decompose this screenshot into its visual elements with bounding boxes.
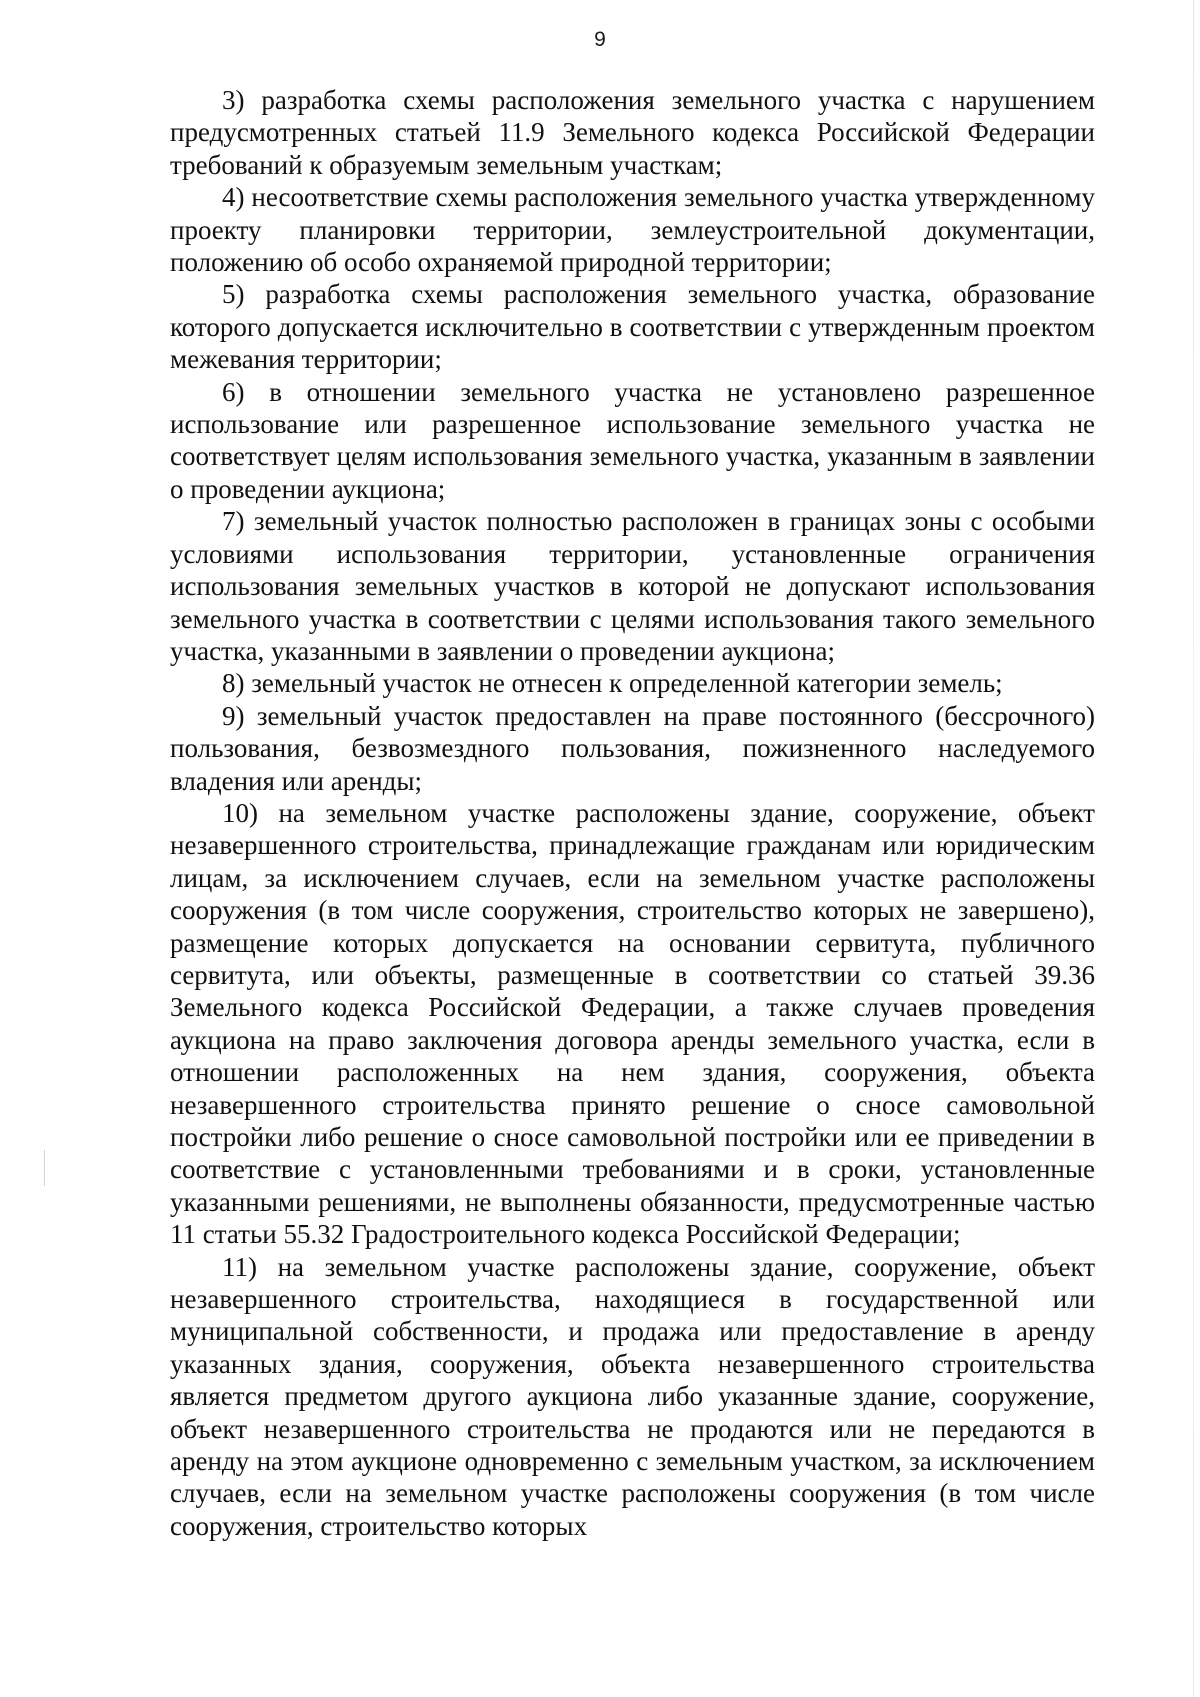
paragraph-item-11: 11) на земельном участке расположены здание, сооружение, объект незавершенного строительства, находящиеся в государственной или муниципальной собственности, и продажа или предоставление в аренду указанных здания, сооружения, объекта незавершенного строительства является предметом другого аукциона либо указанные здание, сооружение, объект незавершенного строительства не продаются или не передаются в аренду на этом аукционе одновременно с земельным участком, за исключением случаев, если на земельном участке расположены сооружения (в том числе сооружения, строительство которых — [170, 1251, 1095, 1541]
margin-mark — [44, 1150, 45, 1186]
paragraph-item-9: 9) земельный участок предоставлен на праве постоянного (бессрочного) пользования, безвозмездного пользования, пожизненного наследуемого владения или аренды; — [170, 700, 1095, 796]
paragraph-item-4: 4) несоответствие схемы расположения земельного участка утвержденному проекту планировки территории, землеустроительной документации, положению об особо охраняемой природной территории; — [170, 182, 1095, 278]
paragraph-item-10: 10) на земельном участке расположены здание, сооружение, объект незавершенного строительства, принадлежащие гражданам или юридическим лицам, за исключением случаев, если на земельном участке расположены сооружения (в том числе сооружения, строительство которых не завершено), размещение которых допускается на основании сервитута, публичного сервитута, или объекты, размещенные в соответствии со статьей 39.36 Земельного кодекса Российской Федерации, а также случаев проведения аукциона на право заключения договора аренды земельного участка, если в отношении расположенных на нем здания, сооружения, объекта незавершенного строительства принято решение о сносе самовольной постройки либо решение о сносе самовольной постройки или ее приведении в соответствие с установленными требованиями и в сроки, установленные указанными решениями, не выполнены обязанности, предусмотренные частью 11 статьи 55.32 Градостроительного кодекса Российской Федерации; — [170, 797, 1095, 1250]
paragraph-item-7: 7) земельный участок полностью расположен в границах зоны с особыми условиями использования территории, установленные ограничения использования земельных участков в которой не допускают использования земельного участка в соответствии с целями использования такого земельного участка, указанными в заявлении о проведении аукциона; — [170, 506, 1095, 666]
paragraph-item-3: 3) разработка схемы расположения земельного участка с нарушением предусмотренных статьей 11.9 Земельного кодекса Российской Федерации требований к образуемым земельным участкам; — [170, 85, 1095, 180]
page-edge-line — [1193, 0, 1194, 1697]
paragraph-item-8: 8) земельный участок не отнесен к определенной категории земель; — [222, 668, 1003, 699]
document-body — [170, 84, 1095, 1542]
page-number: 9 — [594, 28, 606, 51]
paragraph-item-6: 6) в отношении земельного участка не установлено разрешенное использование или разрешенное использование земельного участка не соответствует целям использования земельного участка, указанным в заявлении о проведении аукциона; — [170, 376, 1095, 504]
paragraph-item-5: 5) разработка схемы расположения земельного участка, образование которого допускается исключительно в соответствии с утвержденным проектом межевания территории; — [170, 279, 1095, 375]
